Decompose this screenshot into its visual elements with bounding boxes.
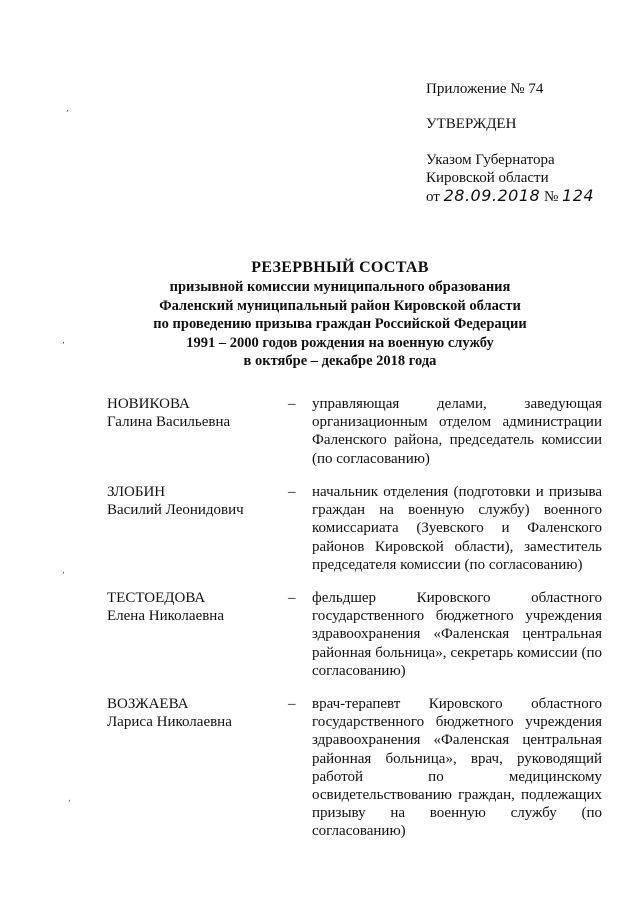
separator-dash: –: [288, 396, 296, 412]
member-given-name: Галина Васильевна: [107, 414, 231, 431]
title-line-2: Фаленский муниципальный район Кировской области: [159, 297, 521, 314]
number-sign: №: [543, 189, 559, 205]
member-name: [107, 395, 287, 431]
appendix-number: Приложение № 74: [426, 81, 544, 97]
margin-mark: ,: [62, 336, 65, 346]
title-line-3: по проведению призыва граждан Российской Федерации: [153, 316, 527, 332]
separator-dash: –: [288, 484, 296, 500]
member-surname: ВОЗЖАЕВА: [107, 696, 189, 712]
member-role: управляющая делами, заведующая организационным отделом администрации Фаленского района, председатель комиссии (по согласованию): [312, 396, 602, 467]
from-prefix: от: [426, 189, 440, 205]
decree-date-line: [426, 187, 626, 206]
member-given-name: Лариса Николаевна: [107, 714, 232, 731]
margin-mark: ,: [62, 566, 65, 576]
commission-members-list: [107, 395, 602, 840]
title-main: РЕЗЕРВНЫЙ СОСТАВ: [251, 259, 429, 276]
approved-label: УТВЕРЖДЕН: [426, 116, 517, 132]
member-given-name: Василий Леонидович: [107, 502, 244, 519]
member-given-name: Елена Николаевна: [107, 608, 224, 625]
title-line-4: 1991 – 2000 годов рождения на военную службу: [186, 334, 494, 351]
document-title: [100, 258, 580, 371]
separator-dash: –: [288, 590, 296, 606]
member-name: [107, 589, 287, 625]
member-role: врач-терапевт Кировского областного государственного бюджетного учреждения здравоохранения «Фаленская центральная районная больница», врач, руководящий работой по медицинскому освидетельствованию граждан, подлежащих призыву на военную службу (по согласованию): [312, 696, 602, 840]
member-entry: [107, 695, 602, 840]
decree-line-2: Кировской области: [426, 170, 549, 186]
margin-mark: ,: [66, 104, 69, 114]
member-role: начальник отделения (подготовки и призыва граждан на военную службу) военного комиссариата (Зуевского и Фаленского районов Кировской области), заместитель председателя комиссии (по согласованию): [312, 484, 602, 573]
member-surname: ЗЛОБИН: [107, 484, 166, 500]
handwritten-date: 28.09.2018: [443, 186, 541, 205]
member-name: [107, 483, 287, 519]
separator-dash: –: [288, 696, 296, 712]
member-entry: [107, 395, 602, 483]
member-surname: НОВИКОВА: [107, 396, 190, 412]
title-line-1: призывной комиссии муниципального образования: [169, 279, 511, 295]
member-entry: [107, 483, 602, 589]
decree-line-1: Указом Губернатора: [426, 152, 555, 168]
title-line-5: в октябре – декабре 2018 года: [243, 353, 437, 369]
member-entry: [107, 589, 602, 695]
approval-stamp-block: [426, 80, 626, 206]
member-name: [107, 695, 287, 731]
member-role: фельдшер Кировского областного государственного бюджетного учреждения здравоохранения «Фаленская центральная районная больница», секретарь комиссии (по согласованию): [312, 590, 602, 679]
handwritten-number: 124: [562, 186, 595, 205]
margin-mark: ,: [68, 794, 71, 804]
member-surname: ТЕСТОЕДОВА: [107, 590, 206, 606]
